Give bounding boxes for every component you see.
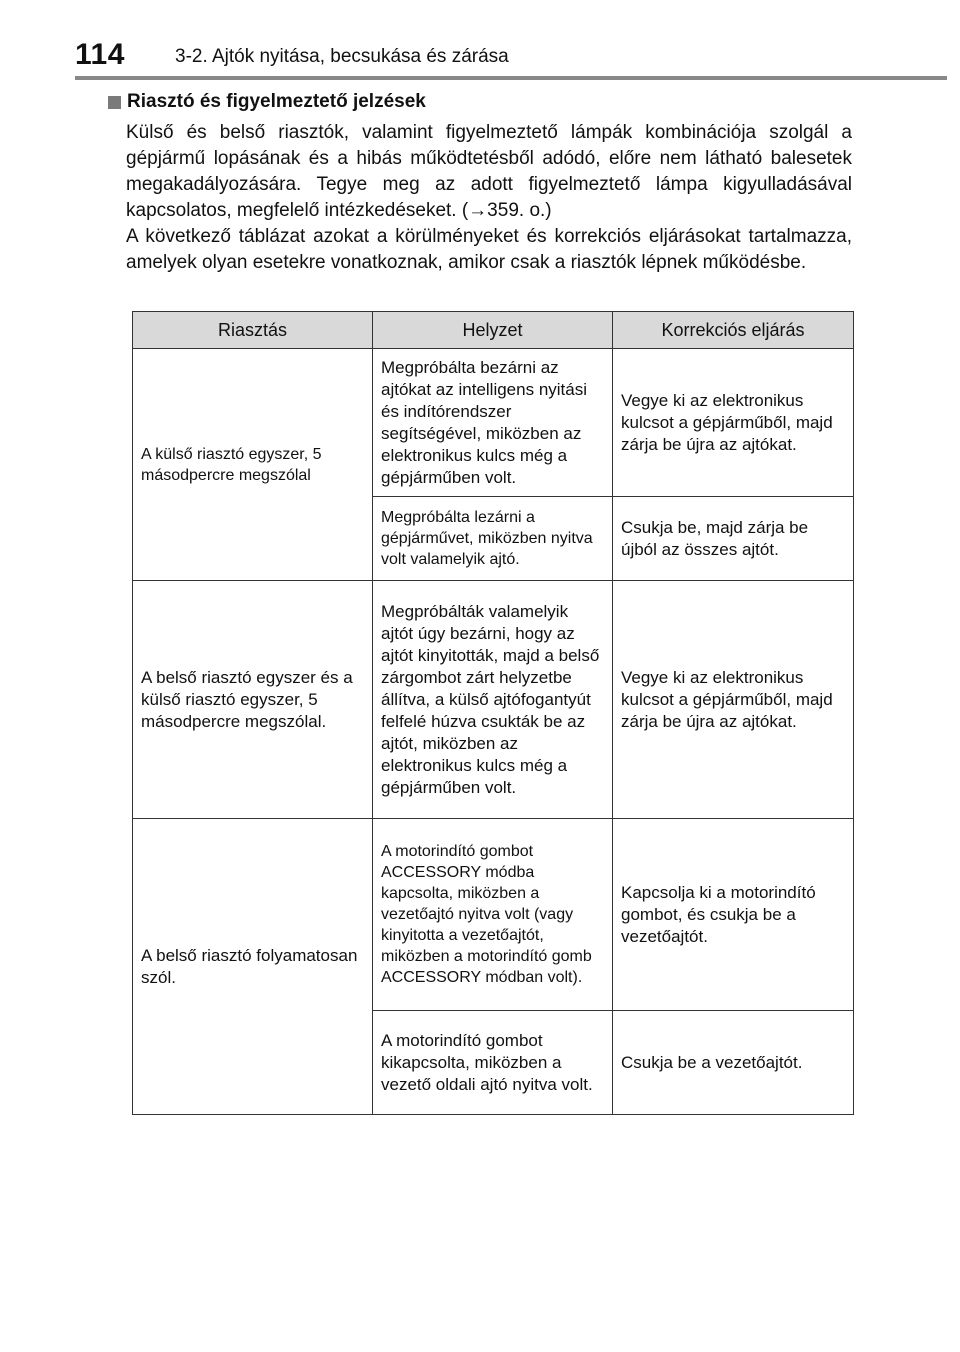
action-cell: Csukja be, majd zárja be újból az összes ajtót. — [613, 497, 854, 581]
table-intro-paragraph: A következő táblázat azokat a körülményeket és korrekciós eljárásokat tartalmazza, amelyek olyan esetekre vonatkoznak, amikor csak a riasztók lépnek működésbe. — [126, 226, 852, 273]
alarm-table — [132, 311, 854, 1115]
intro-paragraph: Külső és belső riasztók, valamint figyelmeztető lámpák kombinációja szolgál a gépjármű lopásának és a hibás működtetésből adódó, előre nem látható balesetek megakadályozására. Tegye meg az adott figyelmeztető lámpa kigyulladásával kapcsolatos, megfelelő intézkedéseket. (→359. o.) — [126, 122, 852, 221]
section-title: Riasztó és figyelmeztető jelzések — [127, 91, 426, 112]
alarm-cell: A belső riasztó egyszer és a külső riasztó egyszer, 5 másodpercre megszólal. — [133, 581, 373, 819]
table-row — [133, 581, 854, 819]
section-heading — [108, 91, 426, 113]
table-row — [133, 819, 854, 1011]
column-header-situation: Helyzet — [373, 312, 613, 349]
square-bullet-icon — [108, 96, 121, 109]
action-cell: Csukja be a vezetőajtót. — [613, 1011, 854, 1115]
situation-cell: A motorindító gombot kikapcsolta, miközben a vezető oldali ajtó nyitva volt. — [373, 1011, 613, 1115]
column-header-action: Korrekciós eljárás — [613, 312, 854, 349]
column-header-alarm: Riasztás — [133, 312, 373, 349]
header-rule — [75, 76, 947, 80]
action-cell: Kapcsolja ki a motorindító gombot, és csukja be a vezetőajtót. — [613, 819, 854, 1011]
situation-cell: Megpróbálta lezárni a gépjárművet, miközben nyitva volt valamelyik ajtó. — [373, 497, 613, 581]
chapter-title: 3-2. Ajtók nyitása, becsukása és zárása — [175, 46, 509, 67]
action-cell: Vegye ki az elektronikus kulcsot a gépjárműből, majd zárja be újra az ajtókat. — [613, 349, 854, 497]
page-number: 114 — [75, 38, 125, 71]
table-row — [133, 349, 854, 497]
alarm-cell: A belső riasztó folyamatosan szól. — [133, 819, 373, 1115]
situation-cell: Megpróbálta bezárni az ajtókat az intelligens nyitási és indítórendszer segítségével, miközben az elektronikus kulcs még a gépjárműben volt. — [373, 349, 613, 497]
situation-cell: A motorindító gombot ACCESSORY módba kapcsolta, miközben a vezetőajtó nyitva volt (vagy kinyitotta a vezetőajtót, miközben a motorindító gomb ACCESSORY módban volt). — [373, 819, 613, 1011]
action-cell: Vegye ki az elektronikus kulcsot a gépjárműből, majd zárja be újra az ajtókat. — [613, 581, 854, 819]
situation-cell: Megpróbálták valamelyik ajtót úgy bezárni, hogy az ajtót kinyitották, majd a belső zárgombot zárt helyzetbe állítva, a külső ajtófogantyút felfelé húzva csukták be az ajtót, miközben az elektronikus kulcs még a gépjárműben volt. — [373, 581, 613, 819]
table-header-row — [133, 312, 854, 349]
alarm-cell: A külső riasztó egyszer, 5 másodpercre megszólal — [133, 349, 373, 581]
